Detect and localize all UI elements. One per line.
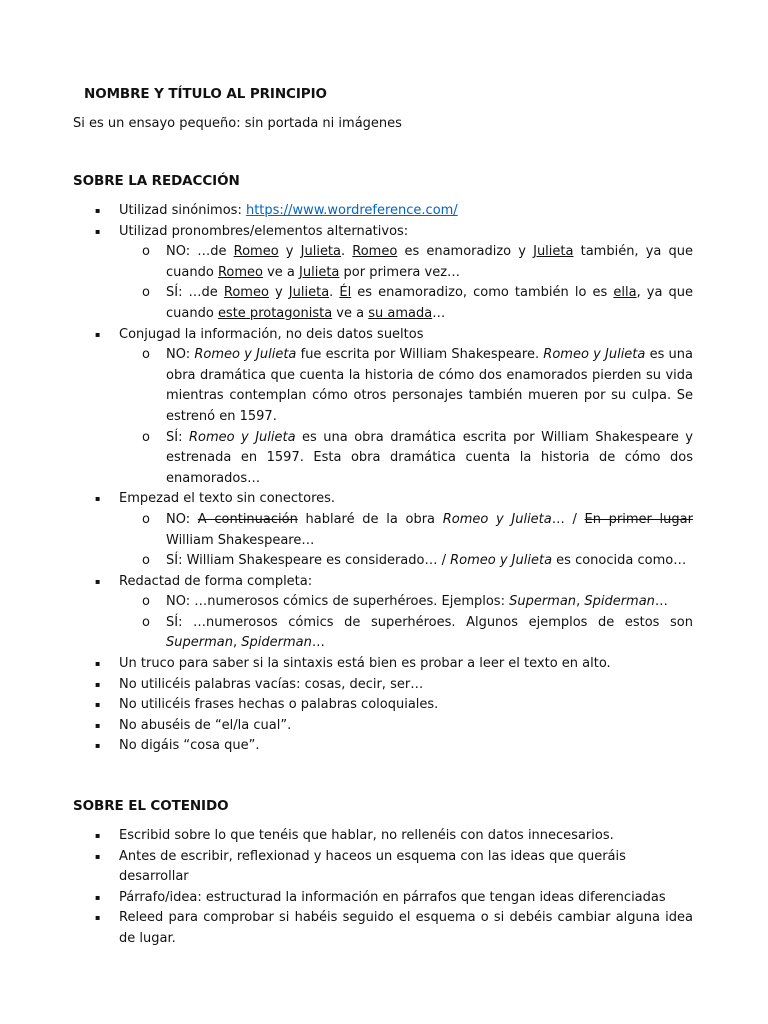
section-heading-redaccion: SOBRE LA REDACCIÓN (73, 173, 240, 189)
sub-list-item-si: o SÍ: …de Romeo y Julieta. Él es enamoradizo, como también lo es ella, ya que cuando este protagonista ve a su amada… (142, 285, 694, 321)
sub-list-item-si: o SÍ: Romeo y Julieta es una obra dramática escrita por William Shakespeare y estrenada en 1597. Esta obra dramática cuenta la historia de cómo dos enamorados… (142, 429, 693, 486)
bullet-icon: ▪ (95, 700, 101, 710)
sub-list-item-no: o NO: …numerosos cómics de superhéroes. Ejemplos: Superman, Spiderman… (0, 592, 693, 613)
list-item: ▪ Empezad el texto sin conectores. (0, 489, 693, 510)
list-item: ▪ No abuséis de “el/la cual”. (0, 716, 693, 737)
bullet-icon: ▪ (95, 892, 101, 902)
list-item: ▪ No digáis “cosa que”. (0, 736, 693, 757)
sub-bullet-icon: o (142, 594, 150, 610)
bullet-icon: ▪ (95, 659, 101, 669)
sub-list-item-no: o NO: Romeo y Julieta fue escrita por William Shakespeare. Romeo y Julieta es una obra dramática que cuenta la historia de cómo dos enamorados pierden su vida mientras contemplan cómo otros personajes también mueren por su culpa. Se estrenó en 1597. (142, 347, 694, 424)
list-item: ▪ Utilizad sinónimos: https://www.wordreference.com/ (0, 201, 693, 222)
sub-bullet-icon: o (142, 429, 150, 445)
list-item: ▪ No utilicéis frases hechas o palabras coloquiales. (0, 695, 693, 716)
redaccion-list (0, 201, 768, 757)
bullet-icon: ▪ (95, 329, 101, 339)
sub-list-item-si: o SÍ: …numerosos cómics de superhéroes. Algunos ejemplos de estos son Superman, Spiderman… (142, 614, 693, 651)
bullet-icon: ▪ (95, 679, 101, 689)
bullet-icon: ▪ (95, 831, 101, 840)
intro-text: Si es un ensayo pequeño: sin portada ni imágenes (73, 116, 402, 131)
bullet-icon: ▪ (95, 913, 101, 923)
list-item: ▪ Releed para comprobar si habéis seguido el esquema o si debéis cambiar alguna idea de lugar. (95, 910, 693, 946)
sub-list-item-no: o NO: …de Romeo y Julieta. Romeo es enamoradizo y Julieta también, ya que cuando Romeo ve a Julieta por primera vez… (142, 244, 693, 280)
document-title: NOMBRE Y TÍTULO AL PRINCIPIO (84, 86, 327, 102)
contenido-list (0, 826, 768, 950)
sub-bullet-icon: o (142, 244, 150, 260)
bullet-icon: ▪ (95, 741, 101, 751)
section-heading-contenido: SOBRE EL COTENIDO (73, 798, 229, 814)
list-item: ▪ Utilizad pronombres/elementos alternativos: (0, 222, 693, 243)
list-item: ▪ Escribid sobre lo que tenéis que hablar, no rellenéis con datos innecesarios. (0, 826, 693, 847)
bullet-icon: ▪ (95, 226, 101, 236)
sub-list-item-si: o SÍ: William Shakespeare es considerado… / Romeo y Julieta es conocida como… (0, 551, 693, 572)
sub-list-item-no: o NO: A continuación hablaré de la obra Romeo y Julieta… / En primer lugar William Shakespeare… (142, 511, 693, 548)
list-item: ▪ No utilicéis palabras vacías: cosas, decir, ser… (0, 675, 693, 696)
bullet-icon: ▪ (95, 494, 101, 504)
bullet-icon: ▪ (95, 576, 101, 586)
sub-bullet-icon: o (142, 347, 150, 363)
list-item: ▪ Párrafo/idea: estructurad la información en párrafos que tengan ideas diferenciadas (0, 888, 693, 909)
wordreference-link[interactable]: https://www.wordreference.com/ (245, 203, 458, 218)
list-item: ▪ Un truco para saber si la sintaxis está bien es probar a leer el texto en alto. (0, 654, 693, 675)
bullet-icon: ▪ (95, 851, 101, 861)
sub-bullet-icon: o (142, 285, 150, 301)
list-item: ▪ Conjugad la información, no deis datos sueltos (0, 325, 693, 346)
list-item: ▪ Antes de escribir, reflexionad y haceos un esquema con las ideas que queráis desarrollar (95, 848, 626, 885)
sub-bullet-icon: o (142, 511, 150, 527)
bullet-icon: ▪ (95, 206, 101, 215)
sub-bullet-icon: o (142, 614, 150, 630)
list-item: ▪ Redactad de forma completa: (0, 572, 693, 593)
sub-bullet-icon: o (142, 553, 150, 569)
bullet-icon: ▪ (95, 720, 101, 730)
